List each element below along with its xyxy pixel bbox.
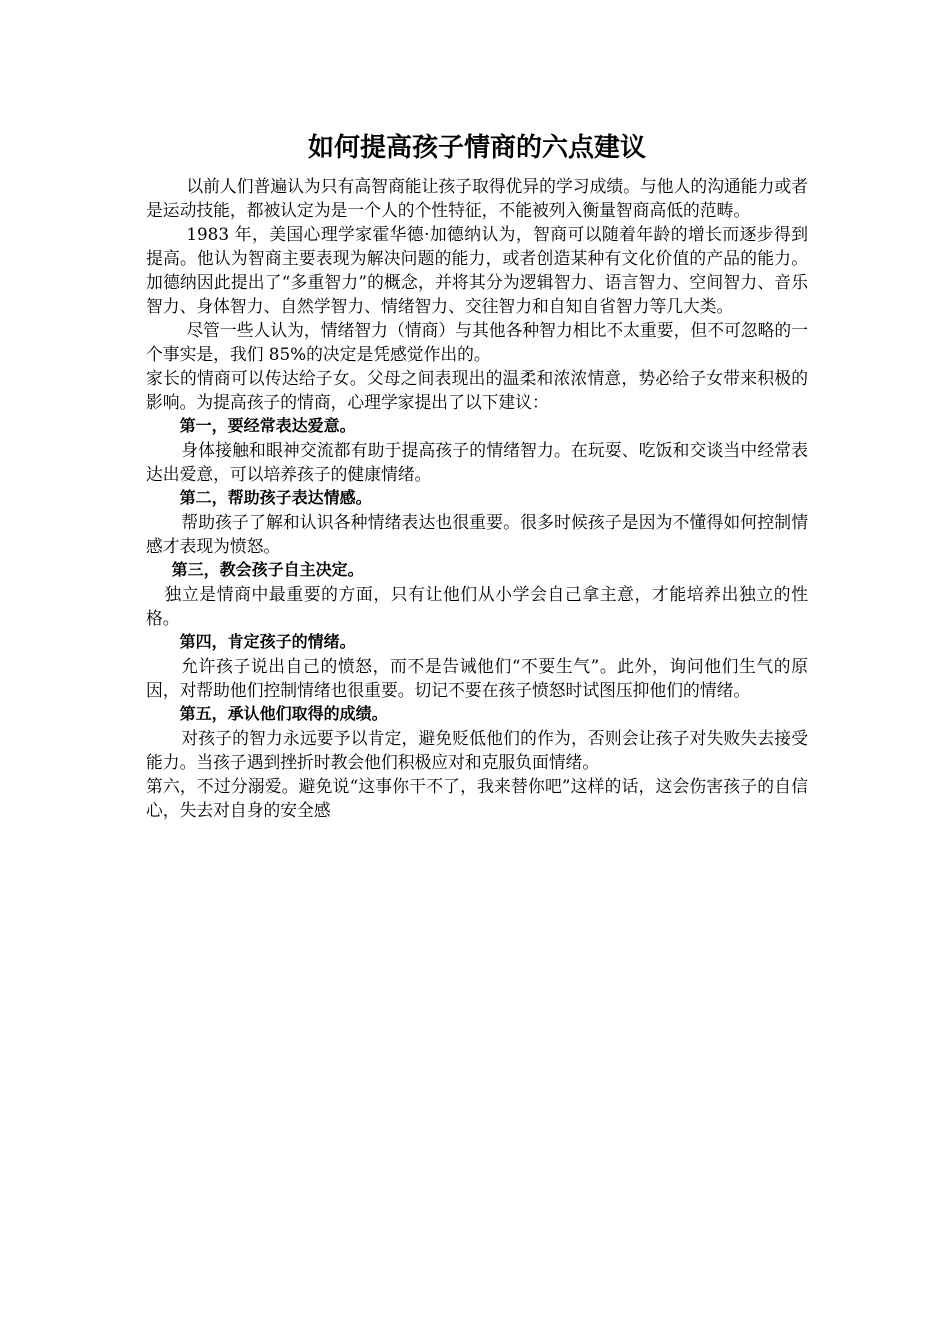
document-page <box>146 130 808 822</box>
paragraph-tip-4: 允许孩子说出自己的愤怒，而不是告诫他们“不要生气”。此外，询问他们生气的原因，对帮助他们控制情绪也很重要。切记不要在孩子愤怒时试图压抑他们的情绪。 <box>146 656 808 700</box>
paragraph-parents: 家长的情商可以传达给子女。父母之间表现出的温柔和浓浓情意，势必给子女带来积极的影响。为提高孩子的情商，心理学家提出了以下建议： <box>146 368 808 412</box>
paragraph-tip-1: 身体接触和眼神交流都有助于提高孩子的情绪智力。在玩耍、吃饭和交谈当中经常表达出爱意，可以培养孩子的健康情绪。 <box>146 440 808 484</box>
heading-tip-4: 第四，肯定孩子的情绪。 <box>179 632 356 651</box>
paragraph-tip-3: 独立是情商中最重要的方面，只有让他们从小学会自己拿主意，才能培养出独立的性格。 <box>146 584 808 628</box>
paragraph-emotional-intelligence: 尽管一些人认为，情绪智力（情商）与其他各种智力相比不太重要，但不可忽略的一个事实是，我们 85%的决定是凭感觉作出的。 <box>146 320 808 364</box>
heading-tip-5: 第五，承认他们取得的成绩。 <box>179 704 388 723</box>
document-title: 如何提高孩子情商的六点建议 <box>307 133 646 163</box>
paragraph-gardner: 1983 年，美国心理学家霍华德·加德纳认为，智商可以随着年龄的增长而逐步得到提高。他认为智商主要表现为解决问题的能力，或者创造某种有文化价值的产品的能力。加德纳因此提出了“多重智力”的概念，并将其分为逻辑智力、语言智力、空间智力、音乐智力、身体智力、自然学智力、情绪智力、交往智力和自知自省智力等几大类。 <box>146 224 808 316</box>
heading-tip-1: 第一，要经常表达爱意。 <box>179 416 356 435</box>
heading-tip-2: 第二，帮助孩子表达情感。 <box>179 488 372 507</box>
paragraph-intro: 以前人们普遍认为只有高智商能让孩子取得优异的学习成绩。与他人的沟通能力或者是运动技能，都被认定为是一个人的个性特征，不能被列入衡量智商高低的范畴。 <box>146 176 808 220</box>
paragraph-tip-6: 第六，不过分溺爱。避免说“这事你干不了，我来替你吧”这样的话，这会伤害孩子的自信心，失去对自身的安全感 <box>146 776 808 820</box>
heading-tip-3: 第三，教会孩子自主决定。 <box>171 560 364 579</box>
paragraph-tip-2: 帮助孩子了解和认识各种情绪表达也很重要。很多时候孩子是因为不懂得如何控制情感才表现为愤怒。 <box>146 512 808 556</box>
paragraph-tip-5: 对孩子的智力永远要予以肯定，避免贬低他们的作为，否则会让孩子对失败失去接受能力。当孩子遇到挫折时教会他们积极应对和克服负面情绪。 <box>146 728 808 772</box>
